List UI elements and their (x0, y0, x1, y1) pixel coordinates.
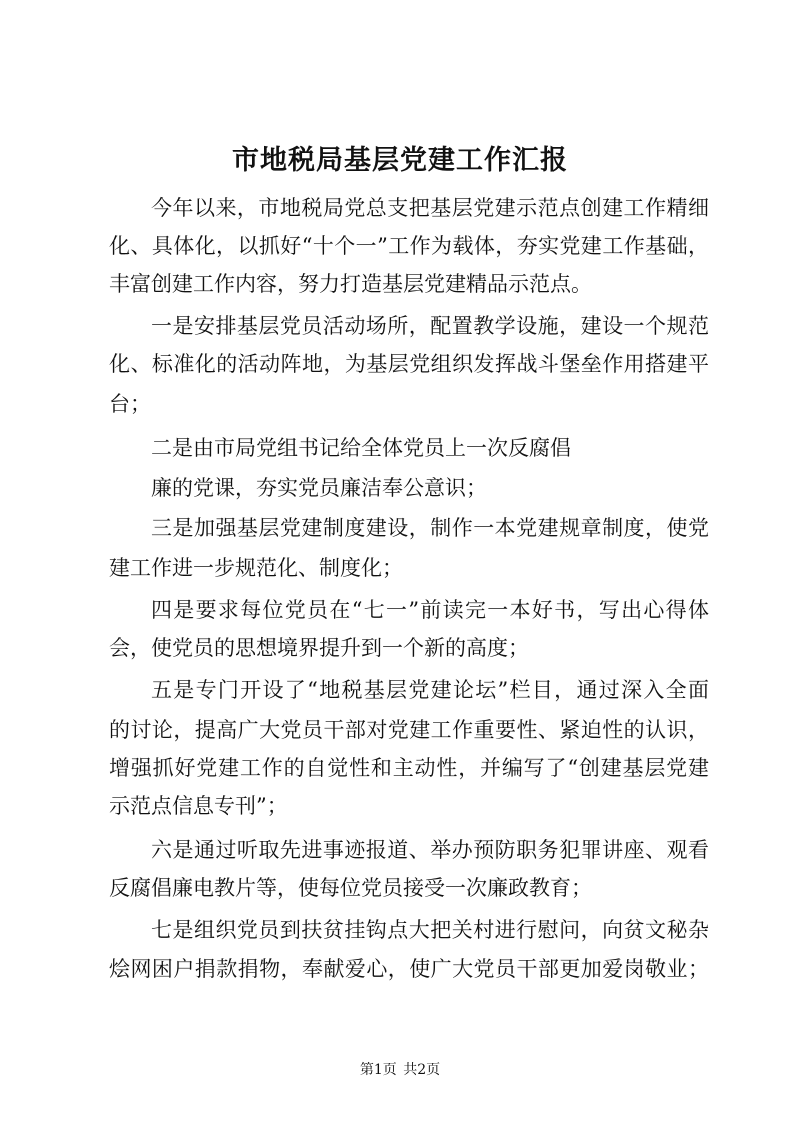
page-total: 共2页 (403, 1062, 441, 1078)
paragraph-line: 今年以来，市地税局党总支把基层党建示范点创建工作精细 (151, 196, 709, 220)
paragraph-line: 建工作进一步规范化、制度化； (109, 556, 403, 580)
paragraph-line: 四是要求每位党员在“七一”前读完一本好书，写出心得体 (151, 598, 709, 622)
paragraph-line: 化、标准化的活动阵地，为基层党组织发挥战斗堡垒作用搭建平 (109, 352, 709, 376)
paragraph-line: 五是专门开设了“地税基层党建论坛”栏目，通过深入全面 (151, 678, 709, 702)
paragraph-line: 的讨论，提高广大党员干部对党建工作重要性、紧迫性的认识， (109, 718, 709, 742)
paragraph-line: 七是组织党员到扶贫挂钩点大把关村进行慰问，向贫文秘杂 (151, 918, 709, 942)
paragraph-line: 廉的党课，夯实党员廉洁奉公意识； (151, 476, 487, 500)
paragraph-line: 二是由市局党组书记给全体党员上一次反腐倡 (151, 436, 571, 460)
paragraph-line: 会，使党员的思想境界提升到一个新的高度； (109, 636, 529, 660)
paragraph-line: 三是加强基层党建制度建设，制作一本党建规章制度，使党 (151, 516, 709, 540)
document-title: 市地税局基层党建工作汇报 (232, 145, 568, 176)
paragraph-line: 反腐倡廉电教片等，使每位党员接受一次廉政教育； (109, 876, 592, 900)
paragraph-line: 示范点信息专刊”； (109, 794, 288, 818)
paragraph-line: 台； (109, 392, 151, 416)
page-number: 第1页 (359, 1062, 397, 1078)
paragraph-line: 丰富创建工作内容，努力打造基层党建精品示范点。 (109, 272, 592, 296)
paragraph-line: 化、具体化，以抓好“十个一”工作为载体，夯实党建工作基础， (109, 234, 709, 258)
paragraph-line: 烩网困户捐款捐物，奉献爱心，使广大党员干部更加爱岗敬业； (109, 957, 709, 981)
page-footer (0, 1060, 800, 1080)
paragraph-line: 增强抓好党建工作的自觉性和主动性，并编写了“创建基层党建 (109, 756, 709, 780)
paragraph-line: 六是通过听取先进事迹报道、举办预防职务犯罪讲座、观看 (151, 838, 709, 862)
paragraph-line: 一是安排基层党员活动场所，配置教学设施，建设一个规范 (151, 314, 709, 338)
